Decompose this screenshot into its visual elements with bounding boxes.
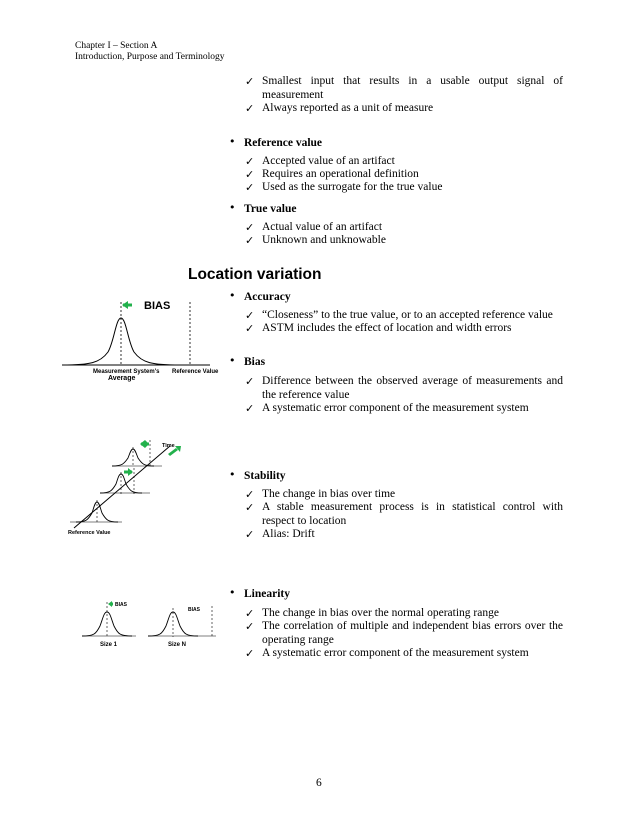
- bullet-icon: •: [229, 135, 236, 148]
- stability-item-1: ✓ The change in bias over time: [245, 488, 396, 501]
- stability-reference-label: Reference Value: [68, 530, 111, 536]
- bullet-icon: •: [229, 586, 236, 599]
- bullet-icon: •: [229, 201, 236, 214]
- stability-time-label: Time: [162, 443, 175, 449]
- bias-figure: [60, 296, 220, 386]
- linearity-item-2: ✓ The correlation of multiple and independent bias errors over the operating range: [245, 620, 563, 646]
- bias-figure-average-label: Average: [108, 375, 136, 382]
- check-icon: ✓: [245, 607, 255, 620]
- bias-heading: • Bias: [229, 354, 266, 368]
- bias-item-1: ✓ Difference between the observed average of measurements and the reference value: [245, 375, 563, 401]
- page-number: 6: [316, 777, 322, 789]
- accuracy-item-2: ✓ ASTM includes the effect of location and width errors: [245, 322, 512, 335]
- stability-item-3: ✓ Alias: Drift: [245, 528, 315, 541]
- linearity-sizeN-label: Size N: [168, 642, 187, 648]
- reference-value-item-3: ✓ Used as the surrogate for the true value: [245, 181, 443, 194]
- check-icon: ✓: [245, 102, 255, 115]
- accuracy-item-1: ✓ “Closeness” to the true value, or to an accepted reference value: [245, 309, 553, 322]
- check-icon: ✓: [245, 234, 255, 247]
- reference-value-item-2: ✓ Requires an operational definition: [245, 168, 419, 181]
- stability-item-2: ✓ A stable measurement process is in statistical control with respect to location: [245, 501, 563, 527]
- check-icon: ✓: [245, 322, 255, 335]
- reference-value-heading: • Reference value: [229, 135, 323, 149]
- header-line-1: Chapter I – Section A: [75, 41, 158, 51]
- true-value-heading: • True value: [229, 201, 297, 215]
- accuracy-heading: • Accuracy: [229, 289, 291, 303]
- check-icon: ✓: [245, 75, 255, 88]
- section-title: Location variation: [188, 266, 322, 283]
- linearity-bias-label-1: BIAS: [115, 602, 127, 608]
- bias-figure-reference-label: Reference Value: [172, 369, 219, 375]
- check-icon: ✓: [245, 501, 255, 514]
- bullet-icon: •: [229, 289, 236, 302]
- bias-figure-label: BIAS: [144, 300, 171, 312]
- true-value-item-1: ✓ Actual value of an artifact: [245, 221, 383, 234]
- check-icon: ✓: [245, 309, 255, 322]
- check-icon: ✓: [245, 221, 255, 234]
- resolution-item-1: ✓ Smallest input that results in a usable output signal of measurement: [245, 75, 563, 101]
- linearity-item-3: ✓ A systematic error component of the measurement system: [245, 647, 529, 660]
- bullet-icon: •: [229, 468, 236, 481]
- resolution-item-2: ✓ Always reported as a unit of measure: [245, 102, 434, 115]
- linearity-bias-label-2: BIAS: [188, 607, 200, 613]
- header-line-2: Introduction, Purpose and Terminology: [75, 52, 225, 62]
- bias-item-2: ✓ A systematic error component of the measurement system: [245, 402, 529, 415]
- check-icon: ✓: [245, 181, 255, 194]
- true-value-item-2: ✓ Unknown and unknowable: [245, 234, 386, 247]
- check-icon: ✓: [245, 647, 255, 660]
- check-icon: ✓: [245, 155, 255, 168]
- check-icon: ✓: [245, 402, 255, 415]
- check-icon: ✓: [245, 488, 255, 501]
- bias-figure-msa-label: Measurement System's: [93, 369, 160, 375]
- linearity-figure: [80, 598, 220, 650]
- bullet-icon: •: [229, 354, 236, 367]
- linearity-heading: • Linearity: [229, 586, 290, 600]
- stability-figure: [62, 436, 192, 541]
- reference-value-item-1: ✓ Accepted value of an artifact: [245, 155, 395, 168]
- check-icon: ✓: [245, 528, 255, 541]
- linearity-size1-label: Size 1: [100, 642, 118, 648]
- stability-heading: • Stability: [229, 468, 286, 482]
- check-icon: ✓: [245, 168, 255, 181]
- linearity-item-1: ✓ The change in bias over the normal operating range: [245, 607, 499, 620]
- check-icon: ✓: [245, 375, 255, 388]
- check-icon: ✓: [245, 620, 255, 633]
